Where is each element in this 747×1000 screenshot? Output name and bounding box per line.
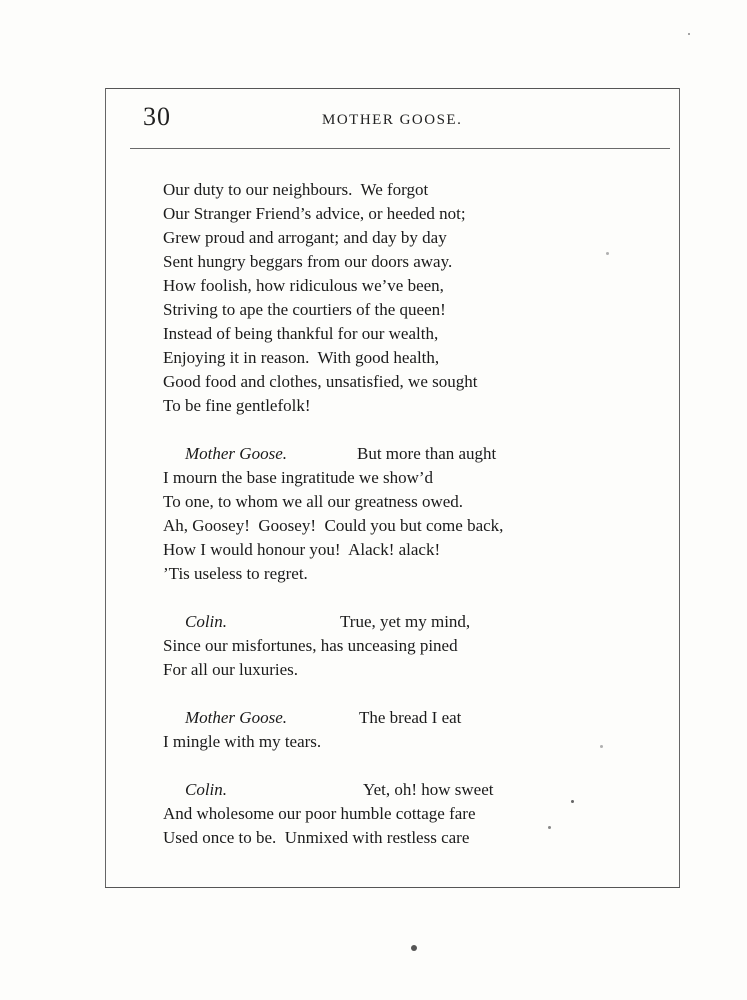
paper-speck	[548, 826, 551, 829]
poem-text	[163, 178, 593, 850]
stanza-1	[163, 178, 593, 418]
speaker-line	[163, 442, 593, 466]
speaker-line	[163, 610, 593, 634]
verse-line: Sent hungry beggars from our doors away.	[163, 252, 453, 271]
verse-line: How I would honour you! Alack! alack!	[163, 540, 441, 559]
paper-speck	[606, 252, 609, 255]
verse-line: Enjoying it in reason. With good health,	[163, 348, 440, 367]
verse-line: Instead of being thankful for our wealth,	[163, 324, 439, 343]
frame-top-rule	[105, 88, 680, 89]
verse-line: Since our misfortunes, has unceasing pined	[163, 636, 458, 655]
verse-line: Our Stranger Friend’s advice, or heeded not;	[163, 204, 466, 223]
speaker-name: Mother Goose.	[185, 444, 287, 463]
frame-right-rule	[679, 88, 680, 888]
verse-line: For all our luxuries.	[163, 660, 299, 679]
stanza-4	[163, 706, 593, 754]
stanza-gap	[163, 682, 593, 706]
stanza-gap	[163, 754, 593, 778]
frame-left-rule	[105, 88, 106, 888]
verse-line: How foolish, how ridiculous we’ve been,	[163, 276, 444, 295]
verse-line: Used once to be. Unmixed with restless care	[163, 828, 470, 847]
verse-line: Striving to ape the courtiers of the queen!	[163, 300, 446, 319]
verse-line: And wholesome our poor humble cottage fare	[163, 804, 476, 823]
verse-line: To one, to whom we all our greatness owed.	[163, 492, 464, 511]
header-rule	[130, 148, 670, 149]
speech-text: The bread I eat	[359, 708, 462, 727]
verse-line: Good food and clothes, unsatisfied, we sought	[163, 372, 478, 391]
stanza-2	[163, 442, 593, 586]
verse-line: ’Tis useless to regret.	[163, 564, 308, 583]
paper-speck	[600, 745, 603, 748]
stanza-gap	[163, 418, 593, 442]
verse-line: Our duty to our neighbours. We forgot	[163, 180, 429, 199]
page-number: 30	[143, 102, 171, 131]
stanza-3	[163, 610, 593, 682]
speaker-name: Mother Goose.	[185, 708, 287, 727]
stanza-5	[163, 778, 593, 850]
paper-speck	[411, 945, 417, 951]
speech-text: Yet, oh! how sweet	[363, 780, 494, 799]
paper-speck	[688, 33, 690, 35]
speaker-line	[163, 778, 593, 802]
speech-text: True, yet my mind,	[340, 612, 471, 631]
speaker-line	[163, 706, 593, 730]
verse-line: To be fine gentlefolk!	[163, 396, 311, 415]
running-head: MOTHER GOOSE.	[322, 112, 463, 128]
verse-line: Ah, Goosey! Goosey! Could you but come back,	[163, 516, 504, 535]
speech-text: But more than aught	[357, 444, 497, 463]
verse-line: I mingle with my tears.	[163, 732, 322, 751]
verse-line: I mourn the base ingratitude we show’d	[163, 468, 434, 487]
stanza-gap	[163, 586, 593, 610]
verse-line: Grew proud and arrogant; and day by day	[163, 228, 447, 247]
speaker-name: Colin.	[185, 612, 228, 631]
speaker-name: Colin.	[185, 780, 228, 799]
paper-speck	[571, 800, 574, 803]
frame-bottom-rule	[105, 887, 680, 888]
